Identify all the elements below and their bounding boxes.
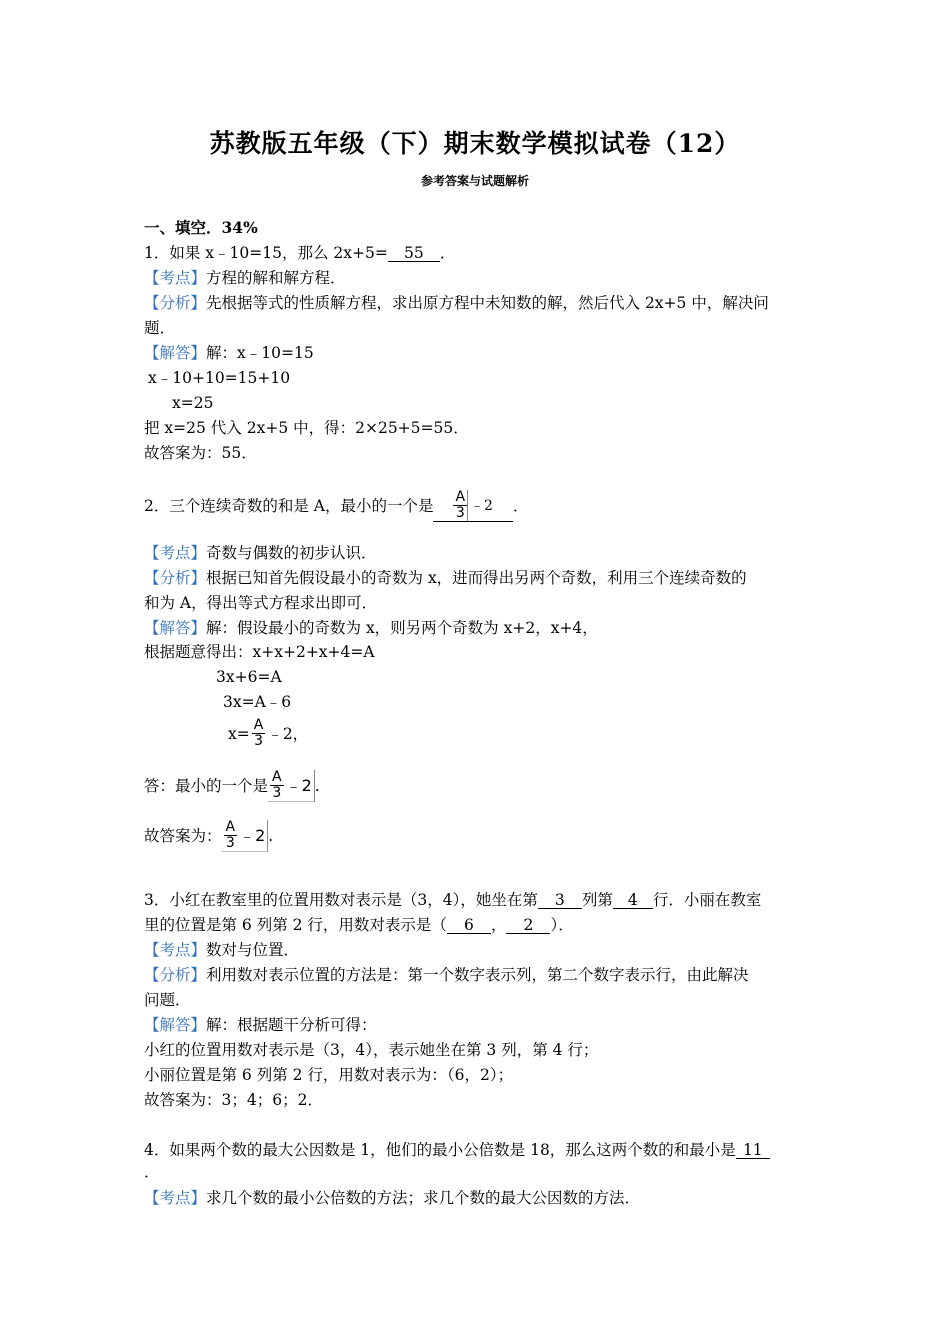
q2-step-4 — [228, 718, 308, 749]
fraction-a-over-3 — [453, 490, 468, 521]
q2-answer-period: . — [314, 777, 320, 795]
question-1 — [144, 243, 455, 263]
q2-jieda — [144, 618, 598, 638]
question-4-text: 4．如果两个数的最大公因数是 1，他们的最小公倍数是 18，那么这两个数的和最小是 — [144, 1141, 736, 1159]
q2-final-period: . — [268, 827, 274, 845]
kaodian-tag: 【考点】 — [144, 941, 207, 959]
question-3-blank-2: 4 — [613, 892, 653, 909]
fraction-numerator: A — [253, 717, 264, 733]
q4-kaodian — [144, 1188, 640, 1208]
question-3-blank-1: 3 — [538, 892, 582, 909]
q3-final: 故答案为：3；4；6；2． — [144, 1091, 323, 1109]
question-1-text: 1．如果 x﹣10=15，那么 2x+5= — [144, 244, 388, 262]
fraction-numerator: A — [272, 769, 282, 785]
q2-kaodian — [144, 543, 377, 563]
q1-jieda-text: 解：x﹣10=15 — [206, 344, 314, 362]
kaodian-tag: 【考点】 — [144, 269, 207, 287]
q1-fenxi-cont: 题． — [144, 319, 176, 337]
q2-step-3: 3x=A﹣6 — [223, 693, 292, 711]
question-3-text-c: 行．小丽在教室 — [652, 891, 762, 909]
q2-answer-pre: 答：最小的一个是 — [144, 777, 269, 795]
q3-step-2: 小丽位置是第 6 列第 2 行，用数对表示为：（6，2）； — [144, 1066, 514, 1084]
q2-step-2: 3x+6=A — [216, 668, 282, 686]
question-3-text-a: 3．小红在教室里的位置用数对表示是（3，4），她坐在第 — [144, 891, 538, 909]
q1-final: 故答案为：55． — [144, 444, 257, 462]
fraction-denominator: 3 — [272, 785, 282, 801]
q1-kaodian-text: 方程的解和解方程． — [206, 269, 346, 287]
fenxi-tag: 【分析】 — [144, 569, 207, 587]
kaodian-tag: 【考点】 — [144, 1189, 207, 1207]
final-expression-suffix: ﹣2 — [239, 825, 266, 845]
final-expression — [222, 820, 269, 852]
q3-kaodian-text: 数对与位置． — [206, 941, 300, 959]
q2-final-pre: 故答案为： — [144, 827, 222, 845]
fraction-numerator: A — [225, 819, 236, 835]
q1-kaodian — [144, 268, 346, 288]
q2-answer-line — [144, 770, 320, 802]
question-4-period: ． — [144, 1163, 160, 1181]
q1-step-3: 把 x=25 代入 2x+5 中，得：2×25+5=55． — [144, 419, 469, 437]
q1-step-2: x=25 — [172, 394, 214, 412]
fenxi-tag: 【分析】 — [144, 294, 207, 312]
question-2-period: ． — [512, 497, 529, 515]
q2-fenxi — [144, 568, 747, 588]
question-1-period: ． — [439, 244, 456, 262]
q1-jieda — [144, 343, 314, 363]
q2-fenxi-cont: 和为 A，得出等式方程求出即可． — [144, 594, 378, 612]
question-1-answer: 55 — [388, 245, 440, 262]
fenxi-tag: 【分析】 — [144, 966, 207, 984]
fraction-a-over-3 — [252, 718, 266, 749]
q2-jieda-text: 解：假设最小的奇数为 x，则另两个奇数为 x+2，x+4， — [206, 619, 598, 637]
question-4 — [144, 1140, 770, 1160]
question-2-text: 2．三个连续奇数的和是 A，最小的一个是 — [144, 497, 434, 515]
q3-fenxi — [144, 965, 749, 985]
question-3-text-f: ）． — [550, 916, 574, 934]
q2-step-4-suffix: ﹣2， — [267, 724, 309, 743]
q4-kaodian-text: 求几个数的最小公倍数的方法；求几个数的最大公因数的方法． — [206, 1189, 641, 1207]
answer-expression — [268, 770, 315, 802]
answer-suffix: ﹣2 — [470, 497, 493, 514]
q3-kaodian — [144, 940, 299, 960]
fraction-a-over-3 — [270, 770, 284, 801]
question-3-blank-4: 2 — [506, 917, 550, 934]
fraction-a-over-3 — [224, 820, 238, 851]
section-heading: 一、填空．34% — [144, 218, 258, 237]
jieda-tag: 【解答】 — [144, 344, 207, 362]
question-2 — [144, 490, 529, 522]
question-3-line-2 — [144, 915, 574, 935]
page-subtitle: 参考答案与试题解析 — [420, 174, 529, 188]
fraction-denominator: 3 — [254, 733, 263, 749]
q3-step-1: 小红的位置用数对表示是（3，4），表示她坐在第 3 列，第 4 行； — [144, 1041, 599, 1059]
fraction-denominator: 3 — [225, 835, 235, 851]
q1-step-1: x﹣10+10=15+10 — [148, 369, 291, 387]
q2-fenxi-text: 根据已知首先假设最小的奇数为 x，进而得出另两个奇数，利用三个连续奇数的 — [206, 569, 747, 587]
q2-step-1: 根据题意得出：x+x+2+x+4=A — [144, 643, 375, 661]
page-title: 苏教版五年级（下）期末数学模拟试卷（12） — [209, 129, 741, 158]
q1-fenxi — [144, 293, 769, 313]
question-2-answer — [433, 490, 513, 522]
question-3-line-1 — [144, 890, 761, 910]
jieda-tag: 【解答】 — [144, 1016, 207, 1034]
fraction-numerator: A — [455, 489, 466, 505]
jieda-tag: 【解答】 — [144, 619, 207, 637]
q3-jieda — [144, 1015, 377, 1035]
question-4-answer: 11 — [736, 1142, 770, 1159]
q3-fenxi-cont: 问题． — [144, 991, 191, 1009]
fraction-denominator: 3 — [455, 505, 465, 521]
question-3-text-d: 里的位置是第 6 列第 2 行，用数对表示是（ — [144, 916, 447, 934]
question-3-blank-3: 6 — [447, 917, 491, 934]
q3-jieda-text: 解：根据题干分析可得： — [206, 1016, 377, 1034]
q2-kaodian-text: 奇数与偶数的初步认识． — [206, 544, 377, 562]
q3-fenxi-text: 利用数对表示位置的方法是：第一个数字表示列，第二个数字表示行，由此解决 — [206, 966, 749, 984]
q2-step-4-pre: x= — [228, 724, 250, 743]
question-3-text-b: 列第 — [581, 891, 613, 909]
q1-fenxi-text: 先根据等式的性质解方程，求出原方程中未知数的解，然后代入 2x+5 中，解决问 — [206, 294, 769, 312]
kaodian-tag: 【考点】 — [144, 544, 207, 562]
q2-final-line — [144, 820, 273, 852]
answer-expression-suffix: ﹣2 — [285, 775, 312, 795]
question-3-text-e: ， — [490, 916, 507, 934]
